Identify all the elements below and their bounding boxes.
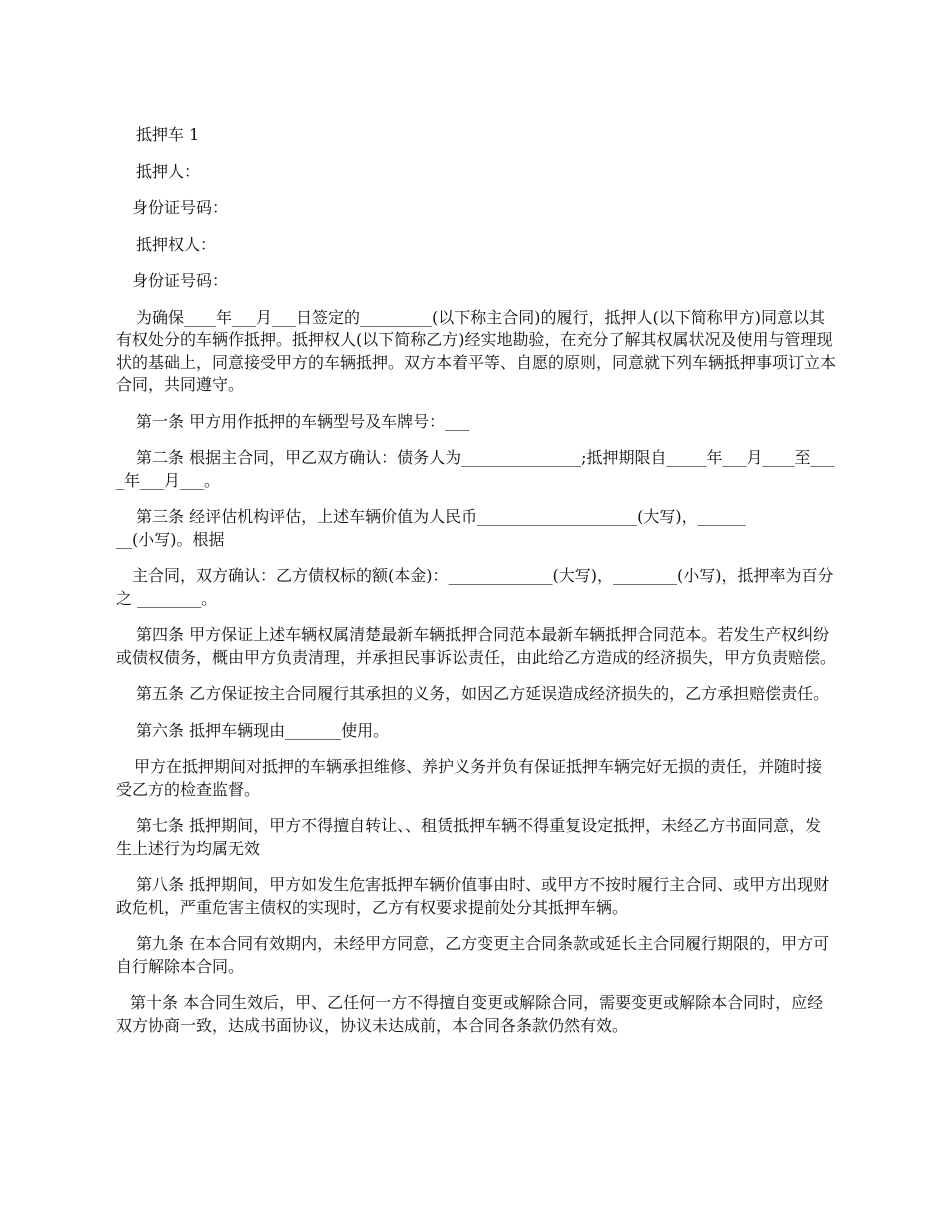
article-2: 第二条 根据主合同，甲乙双方确认：债务人为_______________;抵押期限自_____年___月____至____年___月___。 [116, 448, 835, 490]
intro-paragraph: 为确保____年___月___日签定的_________(以下称主合同)的履行，抵押人(以下简称甲方)同意以其有权处分的车辆作抵押。抵押权人(以下简称乙方)经实地勘验，在充分了解其权属状况及使用与管理现状的基础上，同意接受甲方的车辆抵押。双方本着平等、自愿的原则，同意就下列车辆抵押事项订立本合同，共同遵守。 [116, 307, 837, 394]
mortgagor-id-label: 身份证号码： [132, 198, 229, 217]
article-6: 第六条 抵押车辆现由_______使用。 [136, 720, 390, 740]
article-8: 第八条 抵押期间，甲方如发生危害抵押车辆价值事由时、或甲方不按时履行主合同、或甲方出现财政危机，严重危害主债权的实现时，乙方有权要求提前处分其抵押车辆。 [116, 875, 830, 917]
article-6-continuation: 甲方在抵押期间对抵押的车辆承担维修、养护义务并负有保证抵押车辆完好无损的责任，并随时接受乙方的检查监督。 [116, 757, 823, 799]
article-7: 第七条 抵押期间，甲方不得擅自转让、、租赁抵押车辆不得重复设定抵押，未经乙方书面同意，发生上述行为均属无效 [116, 816, 822, 858]
article-4: 第四条 甲方保证上述车辆权属清楚最新车辆抵押合同范本最新车辆抵押合同范本。若发生产权纠纷或债权债务，概由甲方负责清理，并承担民事诉讼责任，由此给乙方造成的经济损失，甲方负责赔偿。 [116, 625, 837, 667]
article-1: 第一条 甲方用作抵押的车辆型号及车牌号：___ [136, 411, 470, 431]
article-3-continuation: 主合同，双方确认：乙方债权标的额(本金)：_____________(大写)，________(小写)，抵押率为百分之 ________。 [116, 566, 834, 608]
article-9: 第九条 在本合同有效期内，未经甲方同意，乙方变更主合同条款或延长主合同履行期限的，甲方可自行解除本合同。 [116, 934, 830, 976]
mortgagee-id-label: 身份证号码： [132, 271, 229, 290]
article-5: 第五条 乙方保证按主合同履行其承担的义务，如因乙方延误造成经济损失的，乙方承担赔偿责任。 [136, 684, 830, 703]
article-10: 第十条 本合同生效后，甲、乙任何一方不得擅自变更或解除合同，需要变更或解除本合同时，应经双方协商一致，达成书面协议，协议未达成前，本合同各条款仍然有效。 [116, 993, 824, 1035]
document-body [116, 124, 836, 1051]
document-title: 抵押车 1 [136, 125, 200, 144]
mortgagee-label: 抵押权人： [136, 234, 217, 254]
mortgagor-label: 抵押人： [136, 161, 201, 181]
article-3: 第三条 经评估机构评估，上述车辆价值为人民币____________________(大写)，________(小写)。根据 [116, 507, 746, 549]
